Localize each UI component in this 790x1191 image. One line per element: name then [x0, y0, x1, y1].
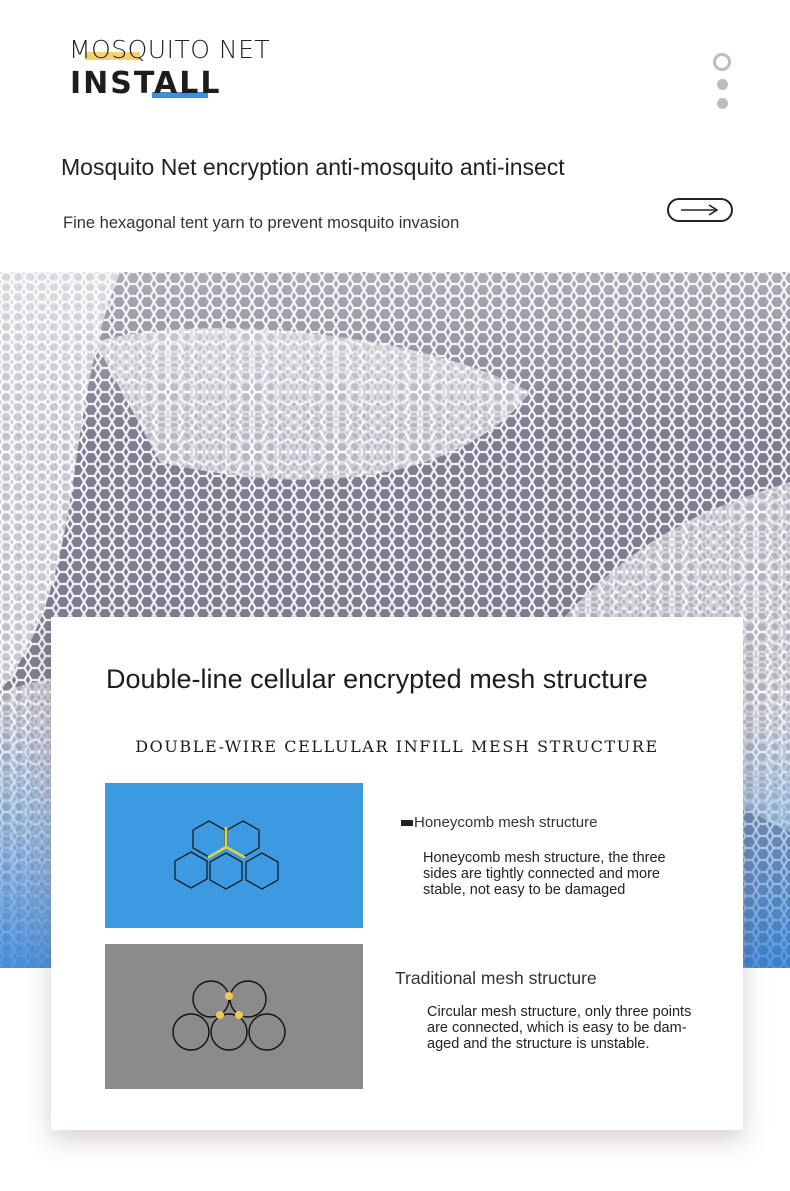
- next-button[interactable]: [667, 198, 733, 222]
- circle-mesh-icon: [105, 944, 363, 1089]
- honeycomb-label-text: Honeycomb mesh structure: [414, 814, 598, 831]
- honeycomb-description: Honeycomb mesh structure, the three sides are tightly connected and more stable, not easy to be damaged: [423, 850, 666, 898]
- mesh-structure-card: [51, 617, 743, 1130]
- arrow-right-icon: [681, 204, 721, 216]
- traditional-mesh-label: Traditional mesh structure: [395, 968, 597, 988]
- brand-title-line1: MOSQUITO NET: [69, 35, 271, 64]
- subheadline: Fine hexagonal tent yarn to prevent mosquito invasion: [63, 214, 460, 232]
- pager-dot[interactable]: [717, 98, 728, 109]
- pager-dots: [713, 53, 731, 111]
- traditional-mesh-description: Circular mesh structure, only three points are connected, which is easy to be dam-aged and the structure is unstable.: [427, 1004, 692, 1052]
- brand-title-line2: INSTALL: [70, 66, 222, 101]
- honeycomb-panel: [105, 783, 363, 928]
- pager-dot-active[interactable]: [713, 53, 731, 71]
- headline: Mosquito Net encryption anti-mosquito anti-insect: [61, 154, 565, 180]
- header-section: [0, 0, 790, 272]
- card-title: Double-line cellular encrypted mesh structure: [106, 664, 648, 694]
- honeycomb-icon: [105, 783, 363, 928]
- circle-mesh-panel: [105, 944, 363, 1089]
- honeycomb-label: [401, 814, 597, 831]
- bullet-marker: [401, 820, 413, 826]
- card-subtitle: DOUBLE-WIRE CELLULAR INFILL MESH STRUCTURE: [135, 737, 659, 756]
- pager-dot[interactable]: [717, 79, 728, 90]
